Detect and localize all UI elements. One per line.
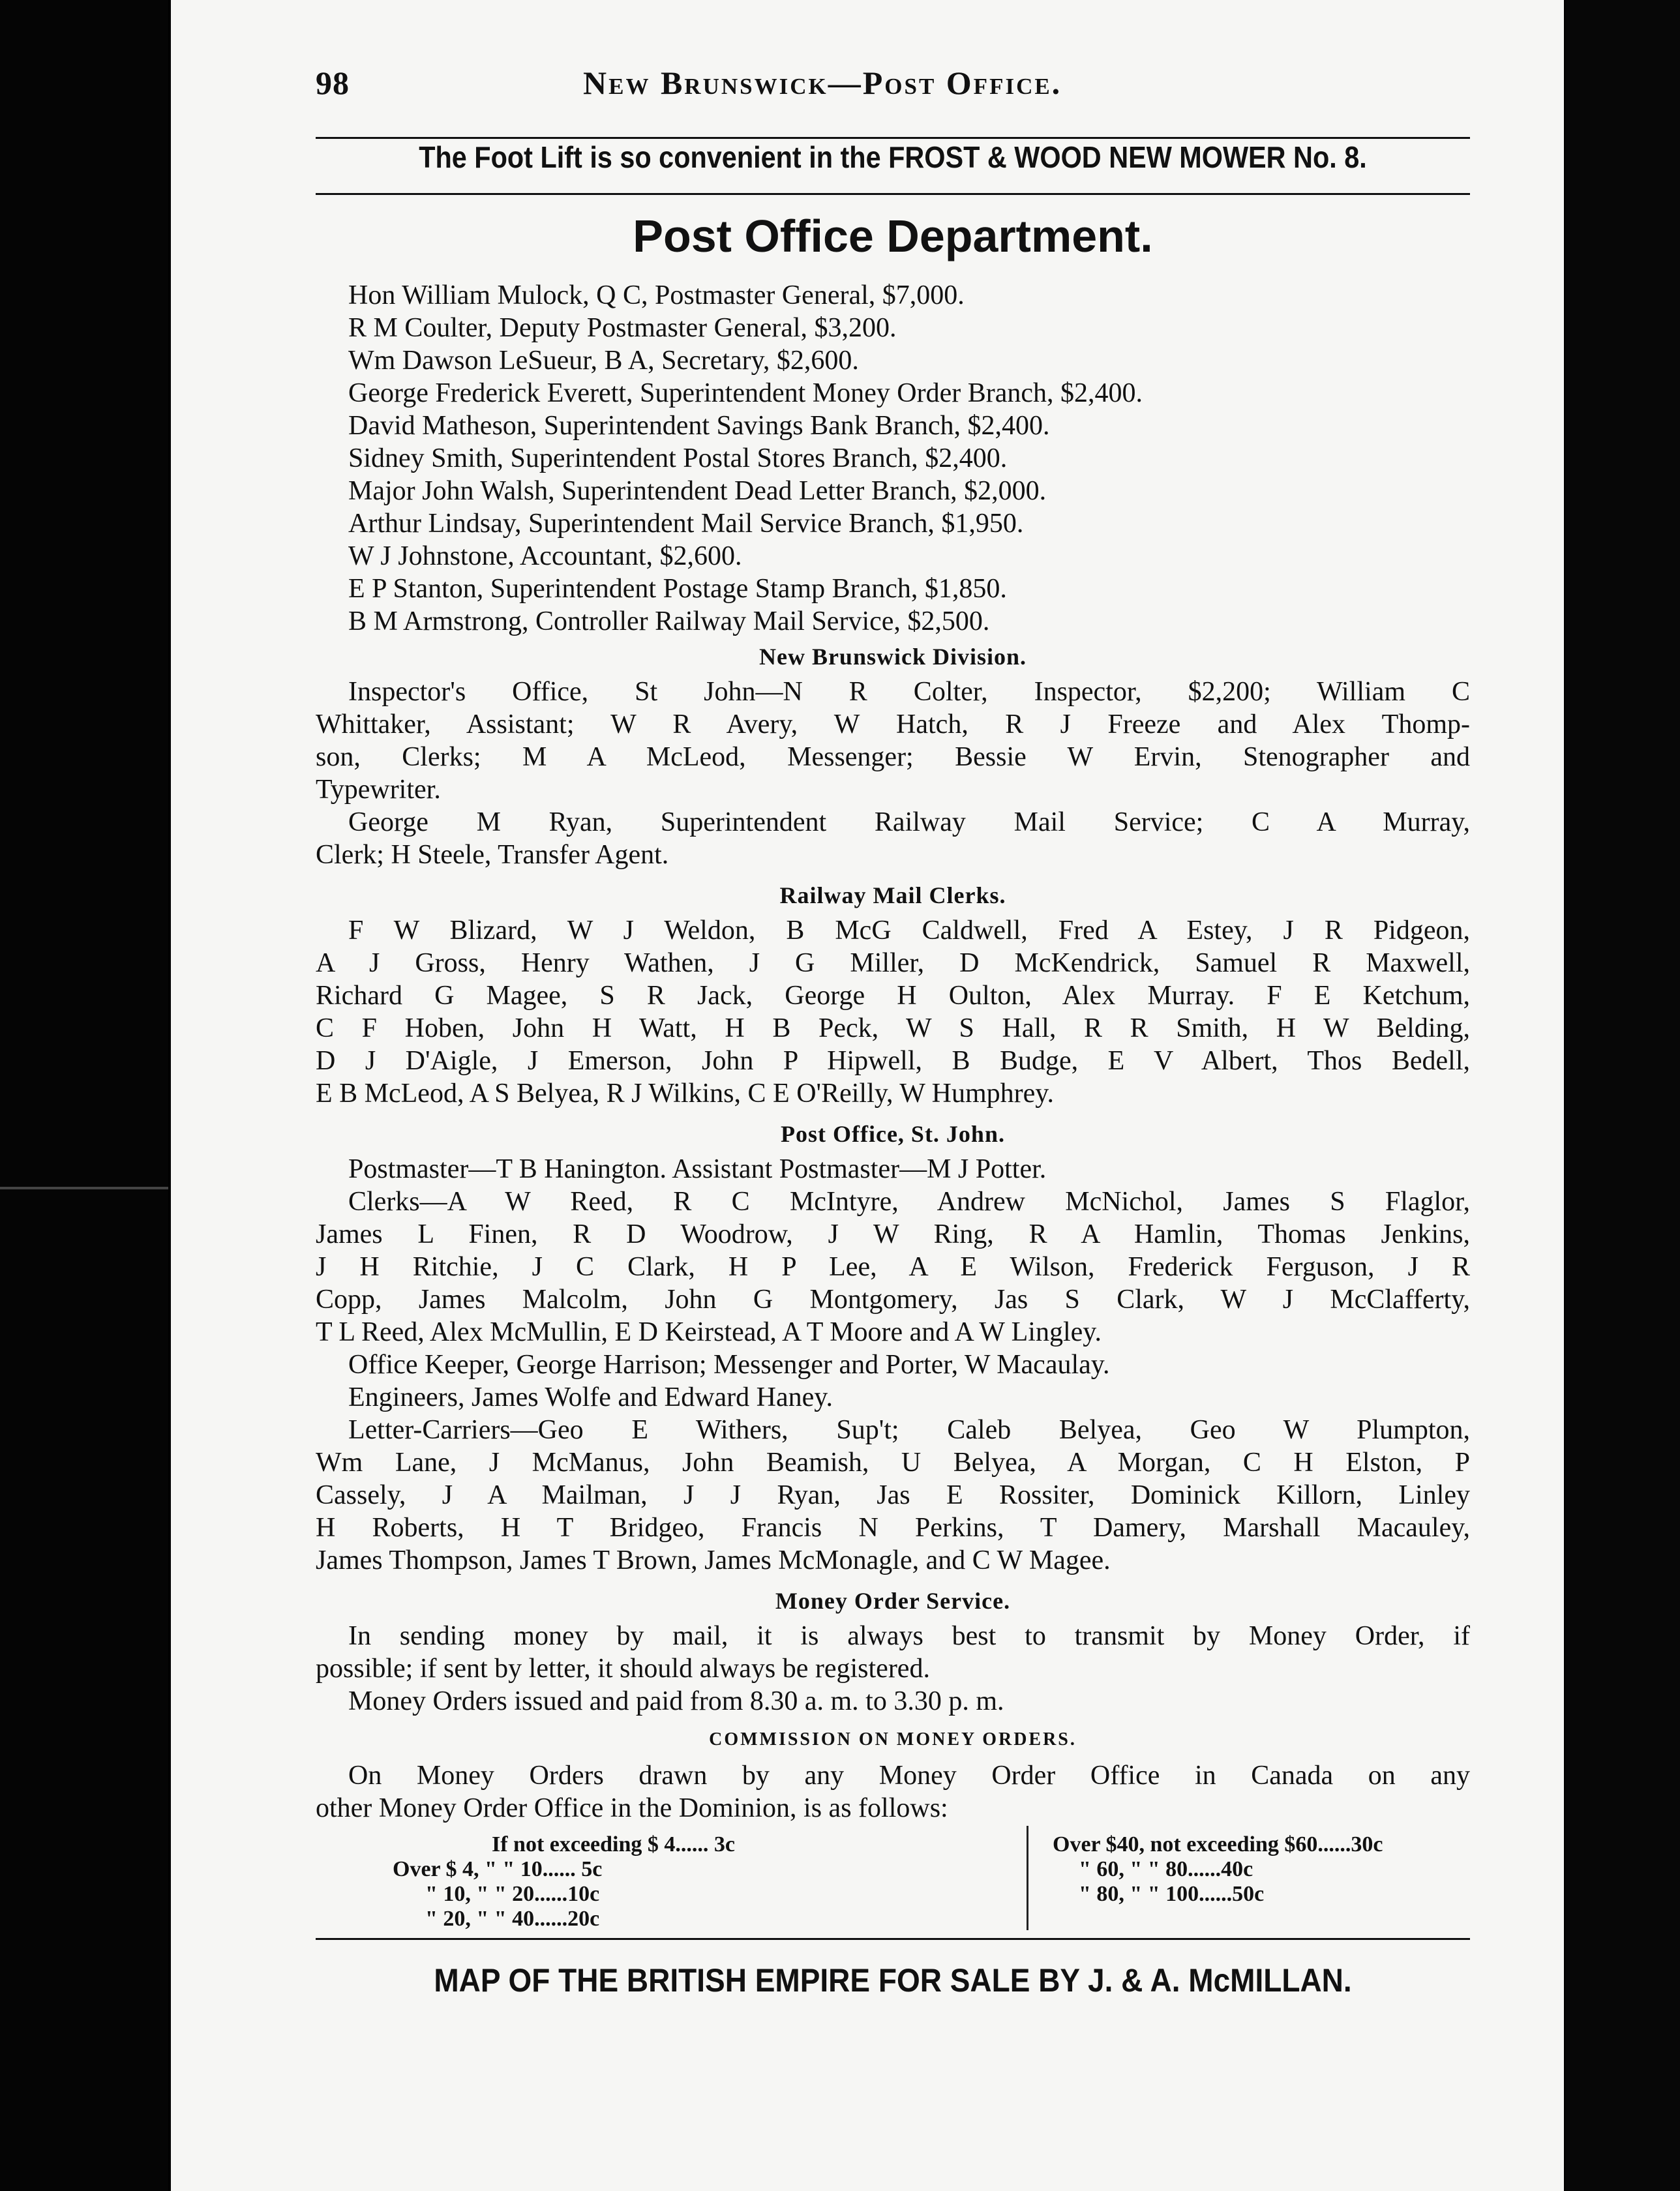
st-john-line: Postmaster—T B Hanington. Assistant Postmaster—M J Potter.	[348, 1154, 1047, 1184]
rate-right: " 60, " " 80......40c	[1079, 1857, 1253, 1881]
st-john-line: James Thompson, James T Brown, James McMonagle, and C W Magee.	[316, 1545, 1111, 1575]
official-line: Wm Dawson LeSueur, B A, Secretary, $2,600.	[348, 346, 859, 376]
rate-left: " 10, " " 20......10c	[425, 1882, 600, 1906]
official-line: Sidney Smith, Superintendent Postal Stores Branch, $2,400.	[348, 443, 1008, 473]
st-john-line: James L Finen, R D Woodrow, J W Ring, R A Hamlin, Thomas Jenkins,	[316, 1219, 1470, 1249]
money-order-line: possible; if sent by letter, it should always be registered.	[316, 1654, 930, 1684]
railway-clerks-line: F W Blizard, W J Weldon, B McG Caldwell, Fred A Estey, J R Pidgeon,	[348, 916, 1470, 946]
st-john-line: H Roberts, H T Bridgeo, Francis N Perkins, T Damery, Marshall Macauley,	[316, 1513, 1470, 1543]
commission-line: other Money Order Office in the Dominion, is as follows:	[316, 1793, 948, 1823]
nb-division-line: Typewriter.	[316, 775, 441, 805]
railway-clerks-line: E B McLeod, A S Belyea, R J Wilkins, C E O'Reilly, W Humphrey.	[316, 1079, 1055, 1109]
official-line: Major John Walsh, Superintendent Dead Letter Branch, $2,000.	[348, 476, 1047, 506]
official-line: W J Johnstone, Accountant, $2,600.	[348, 541, 742, 571]
scan-artifact-line	[0, 1187, 168, 1189]
railway-clerks-line: D J D'Aigle, J Emerson, John P Hipwell, B Budge, E V Albert, Thos Bedell,	[316, 1046, 1470, 1076]
official-line: David Matheson, Superintendent Savings Bank Branch, $2,400.	[348, 411, 1050, 441]
st-john-line: Cassely, J A Mailman, J J Ryan, Jas E Rossiter, Dominick Killorn, Linley	[316, 1480, 1470, 1510]
nb-division-line: Inspector's Office, St John—N R Colter, Inspector, $2,200; William C	[348, 677, 1470, 707]
document-page	[171, 0, 1564, 2191]
nb-division-line: son, Clerks; M A McLeod, Messenger; Bessie W Ervin, Stenographer and	[316, 742, 1470, 772]
st-john-line: J H Ritchie, J C Clark, H P Lee, A E Wilson, Frederick Ferguson, J R	[316, 1252, 1470, 1282]
official-line: George Frederick Everett, Superintendent Money Order Branch, $2,400.	[348, 378, 1143, 408]
scan-left-edge	[0, 0, 168, 2191]
rate-left: " 20, " " 40......20c	[425, 1907, 600, 1931]
page-title: Post Office Department.	[633, 211, 1153, 261]
official-line: B M Armstrong, Controller Railway Mail Service, $2,500.	[348, 606, 990, 636]
official-line: E P Stanton, Superintendent Postage Stamp Branch, $1,850.	[348, 574, 1007, 604]
money-order-line: Money Orders issued and paid from 8.30 a. m. to 3.30 p. m.	[348, 1686, 1004, 1716]
top-advertisement: The Foot Lift is so convenient in the FROST & WOOD NEW MOWER No. 8.	[419, 140, 1367, 174]
railway-clerks-line: A J Gross, Henry Wathen, J G Miller, D McKendrick, Samuel R Maxwell,	[316, 948, 1470, 978]
st-john-line: Office Keeper, George Harrison; Messenger and Porter, W Macaulay.	[348, 1350, 1110, 1380]
running-head	[316, 64, 1470, 110]
rate-left: Over $ 4, " " 10...... 5c	[393, 1857, 603, 1881]
rate-left: If not exceeding $ 4...... 3c	[492, 1832, 736, 1856]
money-order-heading: Money Order Service.	[775, 1588, 1011, 1614]
nb-division-line: George M Ryan, Superintendent Railway Mail Service; C A Murray,	[348, 807, 1470, 837]
railway-clerks-line: C F Hoben, John H Watt, H B Peck, W S Hall, R R Smith, H W Belding,	[316, 1013, 1470, 1043]
railway-clerks-heading: Railway Mail Clerks.	[779, 882, 1006, 908]
scan-right-edge	[1565, 0, 1680, 2191]
official-line: Arthur Lindsay, Superintendent Mail Service Branch, $1,950.	[348, 509, 1024, 539]
ad-rule	[316, 193, 1470, 195]
top-rule	[316, 137, 1470, 139]
rate-right: " 80, " " 100......50c	[1079, 1882, 1265, 1906]
official-line: Hon William Mulock, Q C, Postmaster General, $7,000.	[348, 280, 965, 310]
st-john-line: Copp, James Malcolm, John G Montgomery, Jas S Clark, W J McClafferty,	[316, 1285, 1470, 1315]
running-title: New Brunswick—Post Office.	[583, 65, 1062, 101]
commission-line: On Money Orders drawn by any Money Order Office in Canada on any	[348, 1761, 1470, 1791]
commission-heading: COMMISSION ON MONEY ORDERS.	[709, 1729, 1077, 1750]
nb-division-heading: New Brunswick Division.	[758, 644, 1027, 670]
railway-clerks-line: Richard G Magee, S R Jack, George H Oulton, Alex Murray. F E Ketchum,	[316, 981, 1470, 1011]
money-order-line: In sending money by mail, it is always best to transmit by Money Order, if	[348, 1621, 1470, 1651]
st-john-line: Engineers, James Wolfe and Edward Haney.	[348, 1382, 833, 1412]
st-john-line: Letter-Carriers—Geo E Withers, Sup't; Caleb Belyea, Geo W Plumpton,	[348, 1415, 1470, 1445]
nb-division-line: Whittaker, Assistant; W R Avery, W Hatch, R J Freeze and Alex Thomp-	[316, 709, 1470, 739]
st-john-line: T L Reed, Alex McMullin, E D Keirstead, A T Moore and A W Lingley.	[316, 1317, 1102, 1347]
st-john-heading: Post Office, St. John.	[781, 1121, 1005, 1147]
bottom-advertisement: MAP OF THE BRITISH EMPIRE FOR SALE BY J. & A. McMILLAN.	[434, 1962, 1352, 1999]
nb-division-line: Clerk; H Steele, Transfer Agent.	[316, 840, 669, 870]
st-john-line: Clerks—A W Reed, R C McIntyre, Andrew McNichol, James S Flaglor,	[348, 1187, 1470, 1217]
st-john-line: Wm Lane, J McManus, John Beamish, U Belyea, A Morgan, C H Elston, P	[316, 1448, 1470, 1478]
page-number: 98	[316, 65, 350, 101]
bottom-rule	[316, 1938, 1470, 1940]
rates-divider	[1027, 1826, 1028, 1930]
rate-right: Over $40, not exceeding $60......30c	[1053, 1832, 1383, 1856]
official-line: R M Coulter, Deputy Postmaster General, $3,200.	[348, 313, 897, 343]
